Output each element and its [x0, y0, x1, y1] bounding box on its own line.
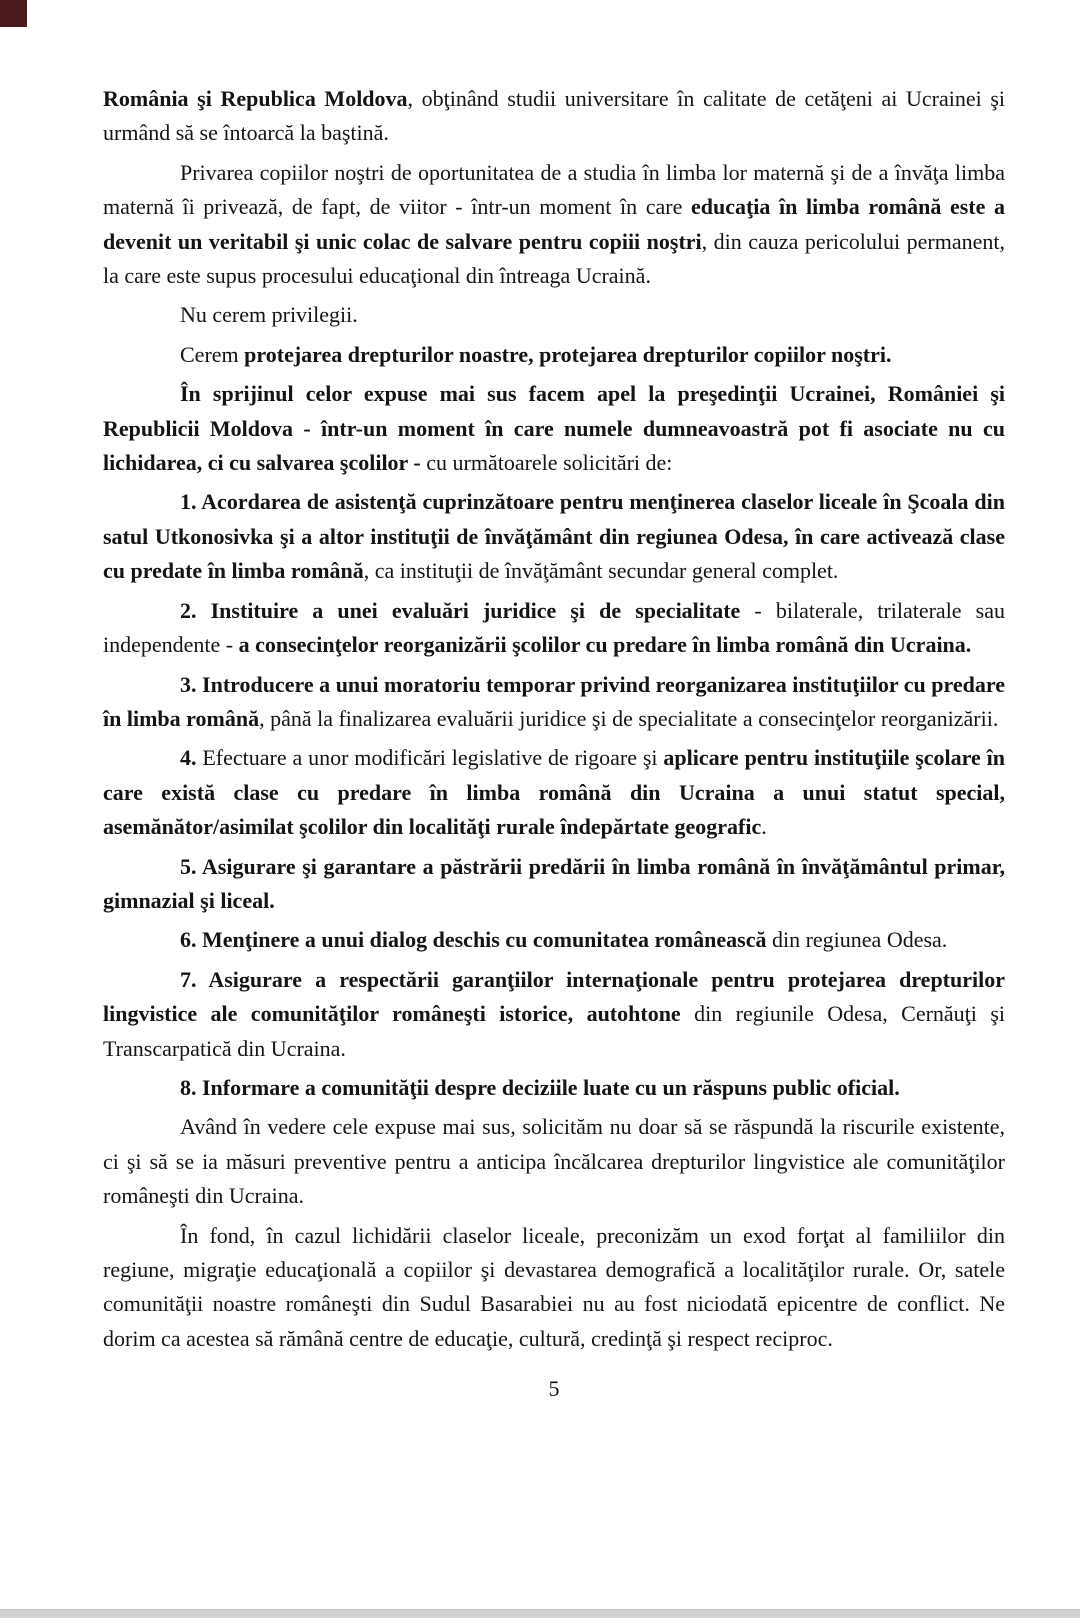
text-run: . — [761, 814, 767, 840]
text-run: protejarea drepturilor noastre, protejarea drepturilor copiilor noştri. — [244, 341, 892, 367]
text-run: 4. — [180, 745, 197, 771]
text-run: 5. Asigurare şi garantare a păstrării predării în limba română în învăţământul primar, gimnazial şi liceal. — [103, 853, 1005, 913]
text-run: Cerem — [180, 341, 245, 367]
list-item-5 — [103, 850, 1005, 919]
list-item-2 — [103, 594, 1005, 663]
para-avand-in-vedere — [103, 1110, 1005, 1213]
page-edge-bar — [0, 1609, 1080, 1618]
corner-artifact — [0, 0, 27, 27]
text-run: 3. Introducere a unui moratoriu temporar privind reorganizarea instituţiilor cu predare în limba română — [103, 671, 1005, 731]
text-run: În fond, în cazul lichidării claselor liceale, preconizăm un exod forţat al familiilor din regiune, migraţie educaţională a copiilor şi devastarea demografică a localităţilor rurale. Or, satele comunităţii noastre româneşti din Sudul Basarabiei nu au fost niciodată epicentre de conflict. Ne dorim ca acestea să rămână centre de educaţie, cultură, credinţă şi respect reciproc. — [103, 1222, 1005, 1351]
list-item-8 — [103, 1071, 1005, 1105]
text-run: 8. Informare a comunităţii despre deciziile luate cu un răspuns public oficial. — [180, 1074, 900, 1100]
text-run: din regiunea Odesa. — [766, 927, 948, 953]
list-item-7 — [103, 963, 1005, 1066]
text-run: - bilaterale, trilaterale sau independente - — [103, 597, 1005, 658]
para-nu-cerem — [103, 298, 1005, 332]
list-item-4 — [103, 741, 1005, 844]
para-continuation — [103, 82, 1005, 151]
text-run: , din cauza pericolului permanent, la care este supus procesului educaţional din întreaga Ucraină. — [103, 228, 1005, 289]
text-run: România şi Republica Moldova — [103, 86, 408, 111]
para-privarea — [103, 156, 1005, 294]
text-run: Nu cerem privilegii. — [180, 302, 358, 328]
text-run: din regiunile Odesa, Cernăuţi şi Transcarpatică din Ucraina. — [103, 1001, 1005, 1061]
text-run: educaţia în limba română este a devenit un veritabil şi unic colac de salvare pentru copiii noştri — [103, 194, 1005, 254]
para-in-fond — [103, 1219, 1005, 1357]
para-cerem — [103, 338, 1005, 372]
page-number: 5 — [548, 1376, 560, 1402]
list-item-3 — [103, 668, 1005, 737]
text-run: Efectuare a unor modificări legislative de rigoare şi — [196, 745, 664, 771]
list-item-6 — [103, 923, 1005, 957]
text-run: cu următoarele solicitări de: — [426, 450, 673, 476]
text-run: 1. Acordarea de asistenţă cuprinzătoare pentru menţinerea claselor liceale în Şcoala din satul Utkonosivka şi a altor instituţii de învăţământ din regiunea Odesa, în care activează clase cu predate în limba română — [103, 489, 1005, 584]
text-run: aplicare pentru instituţiile şcolare în care există clase cu predare în limba română din Ucraina a unui statut special, asemănător/asimilat şcolilor din localităţi rurale îndepărtate geografic — [103, 745, 1005, 840]
text-run: , ca instituţii de învăţământ secundar general complet. — [363, 558, 839, 584]
text-run: 7. Asigurare a respectării garanţiilor internaţionale pentru protejarea drepturilor lingvistice ale comunităţilor româneşti istorice, autohtone — [103, 966, 1005, 1027]
text-run: 6. Menţinere a unui dialog deschis cu comunitatea românească — [180, 927, 767, 953]
text-run: , obţinând studii universitare în calitate de cetăţeni ai Ucrainei şi urmând să se întoarcă la baştină. — [103, 86, 1005, 146]
text-run: Având în vedere cele expuse mai sus, solicităm nu doar să se răspundă la riscurile existente, ci şi să se ia măsuri preventive pentru a anticipa încălcarea drepturilor lingvistice ale comunităţilor româneşti din Ucraina. — [103, 1114, 1005, 1209]
list-item-1 — [103, 485, 1005, 588]
text-run: Privarea copiilor noştri de oportunitatea de a studia în limba lor maternă şi de a învăţa limba maternă îi privează, de fapt, de viitor - într-un moment în care — [103, 159, 1005, 220]
text-block — [103, 82, 1005, 1406]
text-run: a consecinţelor reorganizării şcolilor cu predare în limba română din Ucraina. — [238, 632, 972, 658]
text-run: 2. Instituire a unei evaluări juridice şi de specialitate — [180, 597, 741, 623]
para-apel-presedinti — [103, 377, 1005, 480]
text-run: În sprijinul celor expuse mai sus facem apel la preşedinţii Ucrainei, României şi Republicii Moldova - într-un moment în care numele dumneavoastră pot fi asociate nu cu lichidarea, ci cu salvarea şcolilor - — [103, 381, 1005, 476]
text-run: , până la finalizarea evaluării juridice şi de specialitate a consecinţelor reorganizării. — [259, 705, 999, 731]
